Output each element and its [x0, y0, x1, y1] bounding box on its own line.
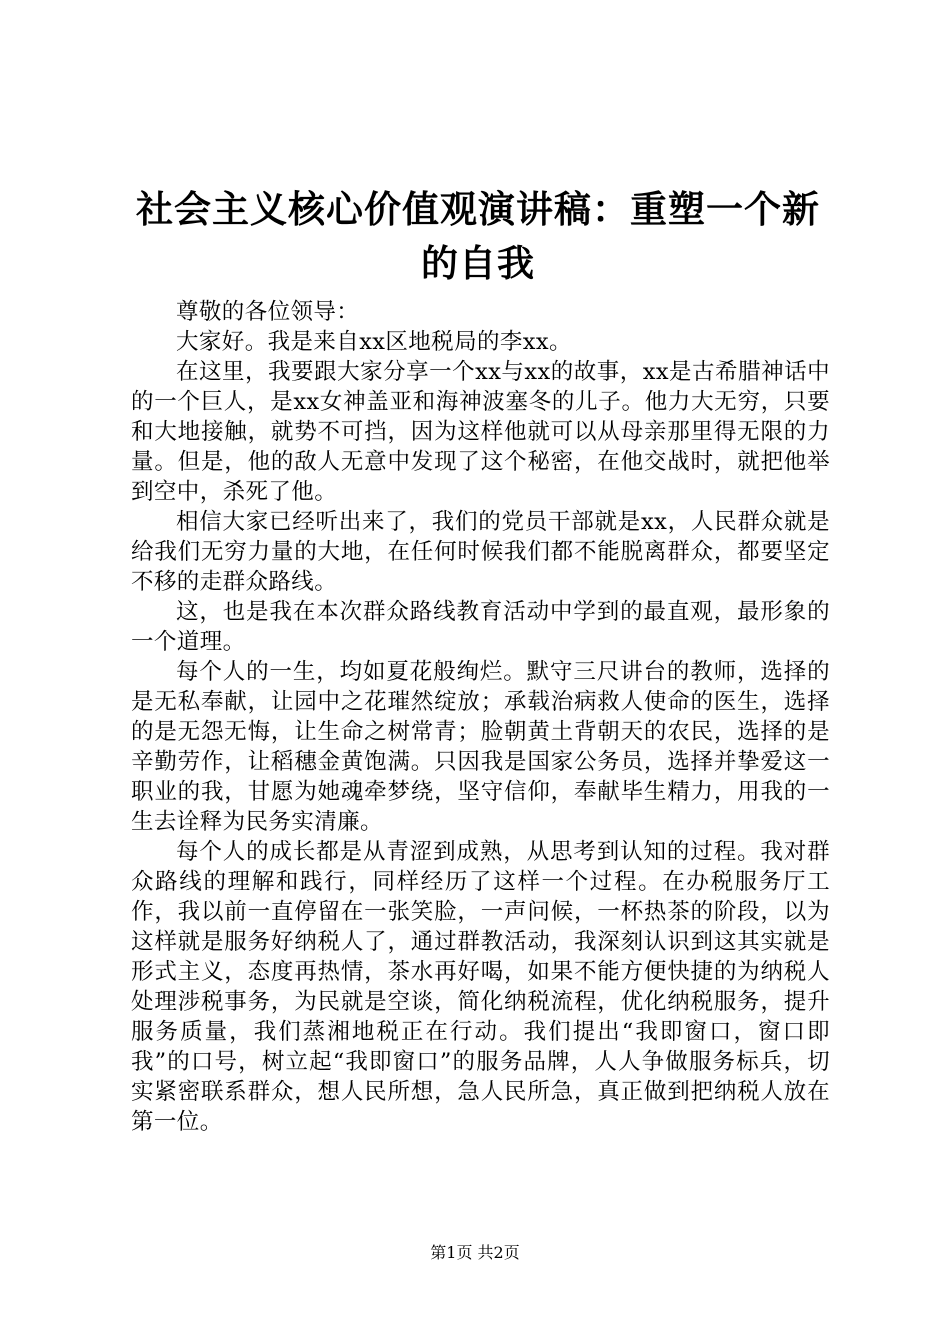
paragraph-story: 在这里，我要跟大家分享一个xx与xx的故事，xx是古希腊神话中的一个巨人，是xx女神盖亚和海神波塞冬的儿子。他力大无穷，只要和大地接触，就势不可挡，因为这样他就可以从母亲那里得无限的力量。但是，他的敌人无意中发现了这个秘密，在他交战时，就把他举到空中，杀死了他。	[131, 359, 830, 505]
paragraph-careers: 每个人的一生，均如夏花般绚烂。默守三尺讲台的教师，选择的是无私奉献，让园中之花璀然绽放；承载治病救人使命的医生，选择的是无怨无悔，让生命之树常青；脸朝黄土背朝天的农民，选择的是辛勤劳作，让稻穗金黄饱满。只因我是国家公务员，选择并挚爱这一职业的我，甘愿为她魂牵梦绕，坚守信仰，奉献毕生精力，用我的一生去诠释为民务实清廉。	[131, 659, 830, 835]
paragraph-lesson: 这，也是我在本次群众路线教育活动中学到的最直观，最形象的一个道理。	[131, 599, 830, 655]
paragraph-greeting: 大家好。我是来自xx区地税局的李xx。	[176, 329, 572, 355]
paragraph-meaning: 相信大家已经听出来了，我们的党员干部就是xx，人民群众就是给我们无穷力量的大地，在任何时候我们都不能脱离群众，都要坚定不移的走群众路线。	[131, 509, 830, 595]
document-title: 社会主义核心价值观演讲稿：重塑一个新的自我	[136, 187, 820, 285]
paragraph-salutation: 尊敬的各位领导：	[176, 299, 360, 325]
page-footer: 第1页 共2页	[430, 1243, 520, 1262]
document-body	[131, 297, 830, 1137]
paragraph-growth: 每个人的成长都是从青涩到成熟，从思考到认知的过程。我对群众路线的理解和践行，同样经历了这样一个过程。在办税服务厅工作，我以前一直停留在一张笑脸，一声问候，一杯热茶的阶段，以为这样就是服务好纳税人了，通过群教活动，我深刻认识到这其实就是形式主义，态度再热情，茶水再好喝，如果不能方便快捷的为纳税人处理涉税事务，为民就是空谈，简化纳税流程，优化纳税服务，提升服务质量，我们蒸湘地税正在行动。我们提出“我即窗口，窗口即我”的口号，树立起“我即窗口”的服务品牌，人人争做服务标兵，切实紧密联系群众，想人民所想，急人民所急，真正做到把纳税人放在第一位。	[131, 839, 830, 1135]
